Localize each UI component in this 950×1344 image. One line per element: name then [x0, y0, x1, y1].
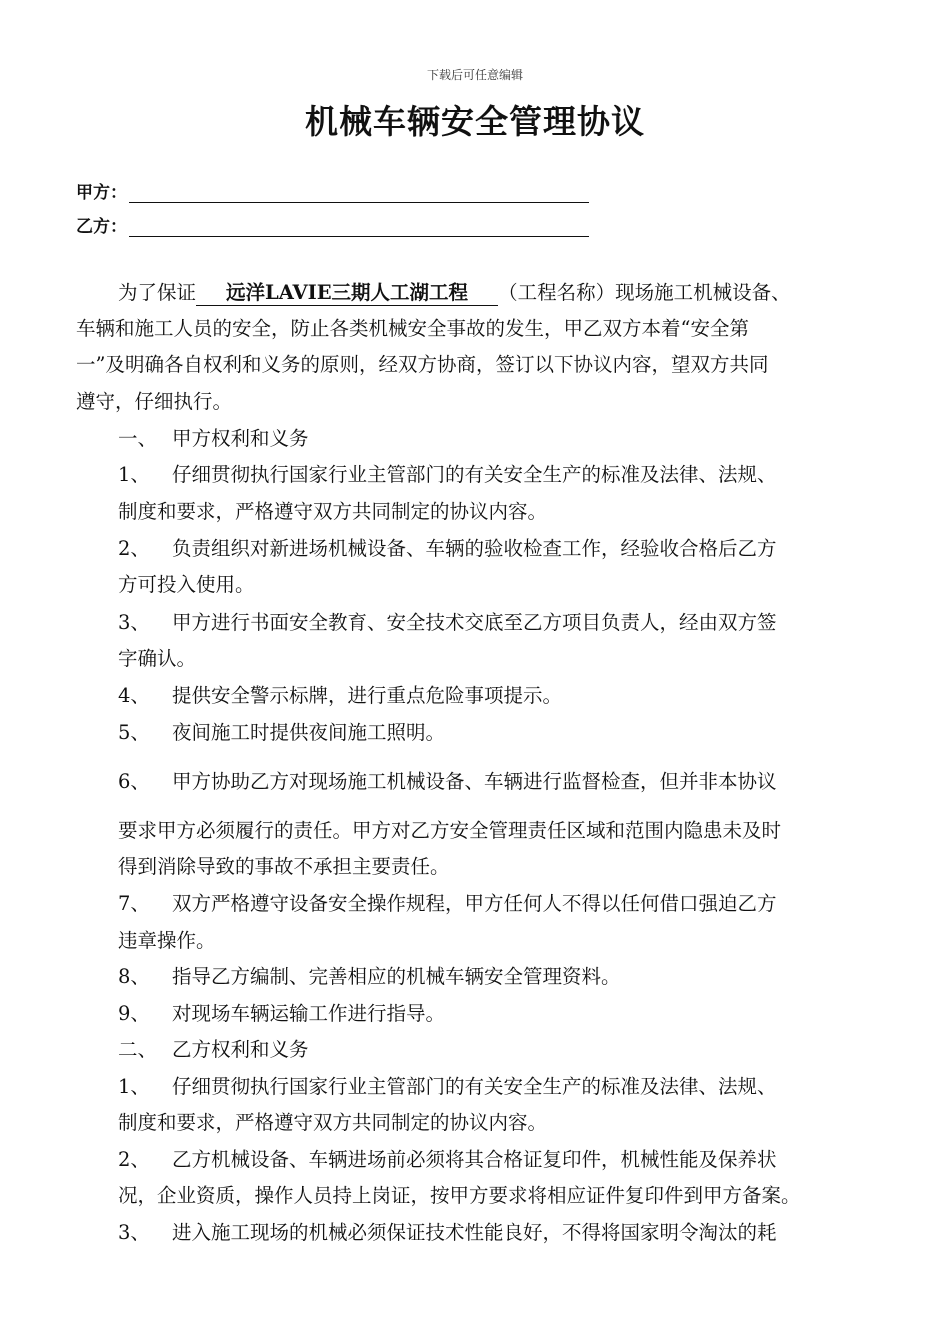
- section2-heading-row: [118, 1040, 309, 1060]
- section1-heading-row: [118, 429, 309, 449]
- section1-heading: 甲方权利和义务: [172, 427, 309, 450]
- list-item-continuation: 制度和要求，严格遵守双方共同制定的协议内容。: [118, 1111, 548, 1134]
- list-item: 3、 进入施工现场的机械必须保证技术性能良好，不得将国家明令淘汰的耗: [118, 1221, 777, 1244]
- list-item: 6、 甲方协助乙方对现场施工机械设备、车辆进行监督检查，但并非本协议: [118, 770, 777, 793]
- intro-line1-suffix: （工程名称）现场施工机械设备、: [498, 281, 791, 304]
- party-b-blank: [129, 218, 589, 237]
- list-item-continuation: 况，企业资质，操作人员持上岗证，按甲方要求将相应证件复印件到甲方备案。: [118, 1184, 801, 1207]
- list-item: 4、 提供安全警示标牌，进行重点危险事项提示。: [118, 684, 563, 707]
- list-item: 1、 仔细贯彻执行国家行业主管部门的有关安全生产的标准及法律、法规、: [118, 463, 777, 486]
- intro-line-1: [118, 283, 791, 303]
- intro-line-3: 一”及明确各自权利和义务的原则，经双方协商，签订以下协议内容，望双方共同: [76, 353, 769, 376]
- list-item: 2、 乙方机械设备、车辆进场前必须将其合格证复印件，机械性能及保养状: [118, 1148, 777, 1171]
- intro-prefix: 为了保证: [118, 281, 197, 304]
- party-a-label: 甲方：: [76, 183, 127, 203]
- section2-heading: 乙方权利和义务: [172, 1038, 309, 1061]
- list-item-continuation: 制度和要求，严格遵守双方共同制定的协议内容。: [118, 500, 548, 523]
- list-item-continuation: 得到消除导致的事故不承担主要责任。: [118, 855, 450, 878]
- list-item-continuation: 方可投入使用。: [118, 573, 255, 596]
- list-item: 2、 负责组织对新进场机械设备、车辆的验收检查工作，经验收合格后乙方: [118, 537, 777, 560]
- list-item-continuation: 违章操作。: [118, 929, 216, 952]
- intro-line-2: 车辆和施工人员的安全，防止各类机械安全事故的发生，甲乙双方本着“安全第: [76, 317, 749, 340]
- section2-num: 二、: [118, 1038, 158, 1061]
- list-item: 8、 指导乙方编制、完善相应的机械车辆安全管理资料。: [118, 965, 621, 988]
- section1-num: 一、: [118, 427, 158, 450]
- project-name: 远洋LAVIE三期人工湖工程: [196, 281, 498, 306]
- list-item: 1、 仔细贯彻执行国家行业主管部门的有关安全生产的标准及法律、法规、: [118, 1075, 777, 1098]
- party-a-row: [76, 178, 589, 203]
- list-item-continuation: 要求甲方必须履行的责任。甲方对乙方安全管理责任区域和范围内隐患未及时: [118, 819, 782, 842]
- document-title: 机械车辆安全管理协议: [305, 102, 645, 141]
- intro-line-4: 遵守，仔细执行。: [76, 390, 233, 413]
- list-item-continuation: 字确认。: [118, 647, 197, 670]
- list-item: 7、 双方严格遵守设备安全操作规程，甲方任何人不得以任何借口强迫乙方: [118, 892, 777, 915]
- party-b-label: 乙方：: [76, 217, 127, 237]
- list-item: 3、 甲方进行书面安全教育、安全技术交底至乙方项目负责人，经由双方签: [118, 611, 777, 634]
- party-b-row: [76, 212, 589, 237]
- header-note: 下载后可任意编辑: [426, 68, 523, 82]
- list-item: 5、 夜间施工时提供夜间施工照明。: [118, 721, 446, 744]
- list-item: 9、 对现场车辆运输工作进行指导。: [118, 1002, 446, 1025]
- party-a-blank: [129, 184, 589, 203]
